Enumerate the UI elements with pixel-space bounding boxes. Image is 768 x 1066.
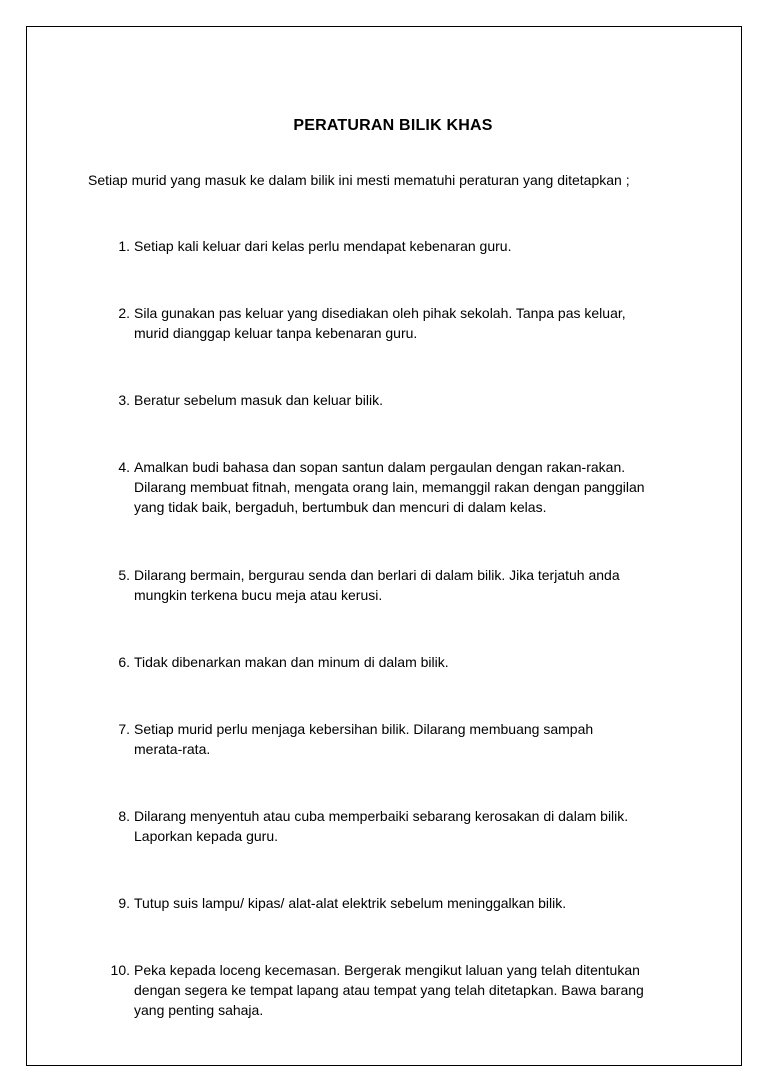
- rule-number: 1.: [118, 238, 130, 254]
- rule-number: 10.: [110, 962, 130, 978]
- rule-line: yang tidak baik, bergaduh, bertumbuk dan mencuri di dalam kelas.: [134, 499, 547, 515]
- rule-line: murid dianggap keluar tanpa kebenaran guru.: [134, 325, 418, 341]
- rule-line: Tutup suis lampu/ kipas/ alat-alat elektrik sebelum meninggalkan bilik.: [134, 895, 567, 911]
- rule-line: Sila gunakan pas keluar yang disediakan oleh pihak sekolah. Tanpa pas keluar,: [134, 305, 626, 321]
- rule-line: Peka kepada loceng kecemasan. Bergerak mengikut laluan yang telah ditentukan: [134, 962, 640, 978]
- rule-text: [134, 236, 710, 256]
- rule-line: Amalkan budi bahasa dan sopan santun dalam pergaulan dengan rakan-rakan.: [134, 459, 626, 475]
- rule-line: Setiap murid perlu menjaga kebersihan bilik. Dilarang membuang sampah: [134, 721, 594, 737]
- rule-line: dengan segera ke tempat lapang atau tempat yang telah ditetapkan. Bawa barang: [134, 982, 644, 998]
- rule-number: 7.: [118, 721, 130, 737]
- rule-line: merata-rata.: [134, 741, 211, 757]
- rule-text: [134, 960, 710, 1020]
- rule-number: 6.: [118, 654, 130, 670]
- rule-text: [134, 806, 710, 846]
- rule-text: [134, 303, 710, 343]
- rule-number: 4.: [118, 459, 130, 475]
- rule-number: 5.: [118, 567, 130, 583]
- rule-line: Laporkan kepada guru.: [134, 828, 278, 844]
- rule-text: [134, 390, 710, 410]
- intro-text: Setiap murid yang masuk ke dalam bilik ini mesti mematuhi peraturan yang ditetapkan ;: [88, 172, 630, 188]
- rule-number: 2.: [118, 305, 130, 321]
- rule-text: [134, 893, 710, 913]
- rule-line: Dilarang membuat fitnah, mengata orang lain, memanggil rakan dengan panggilan: [134, 479, 645, 495]
- rule-number: 8.: [118, 808, 130, 824]
- rule-line: yang penting sahaja.: [134, 1002, 264, 1018]
- rule-line: Dilarang bermain, bergurau senda dan berlari di dalam bilik. Jika terjatuh anda: [134, 567, 620, 583]
- rule-text: [134, 565, 710, 605]
- rule-text: [134, 457, 710, 517]
- rule-text: [134, 652, 710, 672]
- rule-line: Beratur sebelum masuk dan keluar bilik.: [134, 392, 384, 408]
- rule-line: Setiap kali keluar dari kelas perlu mendapat kebenaran guru.: [134, 238, 512, 254]
- rule-line: Tidak dibenarkan makan dan minum di dalam bilik.: [134, 654, 449, 670]
- page-title: PERATURAN BILIK KHAS: [293, 117, 493, 134]
- rule-line: mungkin terkena bucu meja atau kerusi.: [134, 587, 383, 603]
- rule-number: 3.: [118, 392, 130, 408]
- rule-number: 9.: [118, 895, 130, 911]
- rule-text: [134, 719, 710, 759]
- rule-line: Dilarang menyentuh atau cuba memperbaiki sebarang kerosakan di dalam bilik.: [134, 808, 629, 824]
